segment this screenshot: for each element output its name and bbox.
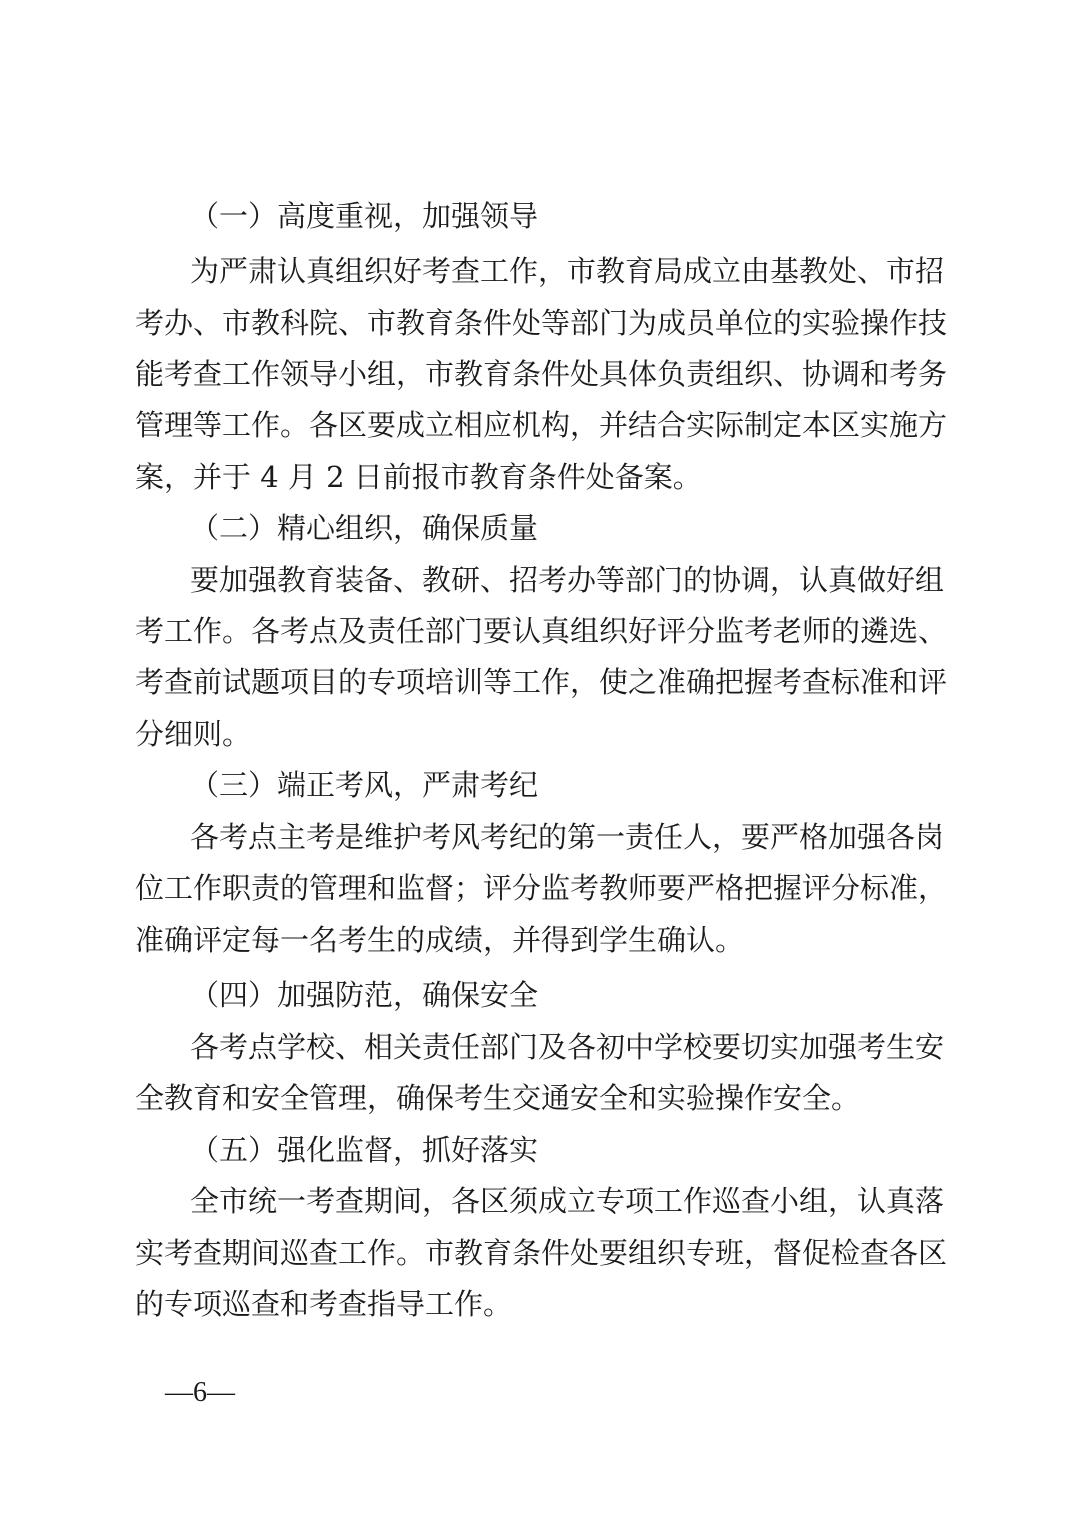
paragraph-line: 能考查工作领导小组，市教育条件处具体负责组织、协调和考务 [135,357,948,391]
paragraph-line: 考查前试题项目的专项培训等工作，使之准确把握考查标准和评 [135,665,948,699]
section-heading: （五）强化监督，抓好落实 [190,1133,539,1167]
paragraph-line: 各考点学校、相关责任部门及各初中学校要切实加强考生安 [190,1030,945,1064]
paragraph-line: 实考查期间巡查工作。市教育条件处要组织专班，督促检查各区 [135,1236,948,1270]
paragraph-line: 的专项巡查和考查指导工作。 [135,1287,513,1321]
paragraph-line: 全市统一考查期间，各区须成立专项工作巡查小组，认真落 [190,1184,945,1218]
paragraph-line: 为严肃认真组织好考查工作，市教育局成立由基教处、市招 [190,254,945,288]
paragraph-line: 位工作职责的管理和监督；评分监考教师要严格把握评分标准， [135,871,948,905]
paragraph-line: 要加强教育装备、教研、招考办等部门的协调，认真做好组 [190,563,945,597]
paragraph-line: 分细则。 [135,717,252,751]
section-heading: （四）加强防范，确保安全 [190,978,539,1012]
paragraph-line: 考办、市教科院、市教育条件处等部门为成员单位的实验操作技 [135,306,948,340]
paragraph-line: 考工作。各考点及责任部门要认真组织好评分监考老师的遴选、 [135,614,948,648]
paragraph-line: 管理等工作。各区要成立相应机构，并结合实际制定本区实施方 [135,408,948,442]
section-heading: （二）精心组织，确保质量 [190,511,539,545]
page-number: —6— [165,1377,235,1408]
section-heading: （一）高度重视，加强领导 [190,199,539,233]
paragraph-line: 案，并于 4 月 2 日前报市教育条件处备案。 [135,460,702,494]
section-heading: （三）端正考风，严肃考纪 [190,768,539,802]
paragraph-line: 准确评定每一名考生的成绩，并得到学生确认。 [135,923,745,957]
paragraph-line: 全教育和安全管理，确保考生交通安全和实验操作安全。 [135,1081,861,1115]
paragraph-line: 各考点主考是维护考风考纪的第一责任人，要严格加强各岗 [190,820,945,854]
